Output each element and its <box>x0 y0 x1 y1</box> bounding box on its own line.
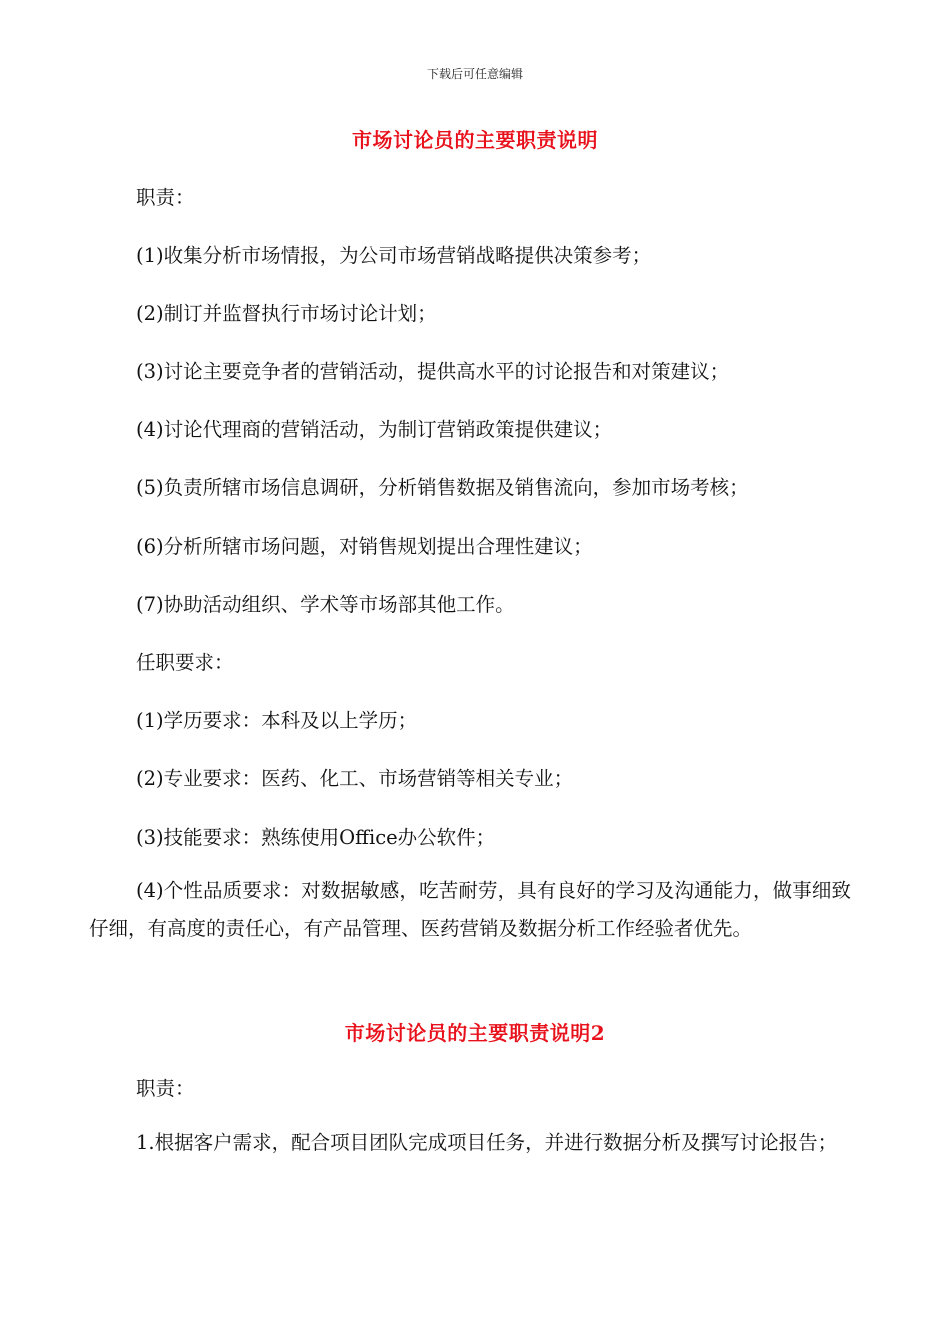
requirement-item: (2)专业要求：医药、化工、市场营销等相关专业； <box>136 767 574 790</box>
section2-duties-label: 职责： <box>136 1077 195 1100</box>
requirement-item: (1)学历要求：本科及以上学历； <box>136 709 418 732</box>
duty-item: (1)收集分析市场情报，为公司市场营销战略提供决策参考； <box>136 244 652 267</box>
requirement-item-multiline: (4)个性品质要求：对数据敏感，吃苦耐劳，具有良好的学习及沟通能力，做事细致仔细，有高度的责任心，有产品管理、医药营销及数据分析工作经验者优先。 <box>89 879 851 940</box>
requirements-label: 任职要求： <box>136 651 234 674</box>
duty-item: (6)分析所辖市场问题，对销售规划提出合理性建议； <box>136 535 593 558</box>
section2-title: 市场讨论员的主要职责说明2 <box>344 1021 606 1045</box>
page-header: 下载后可任意编辑 <box>426 67 523 81</box>
requirement-item: (3)技能要求：熟练使用Office办公软件； <box>136 826 496 849</box>
section1-title: 市场讨论员的主要职责说明 <box>352 128 598 152</box>
duty-item: (7)协助活动组织、学术等市场部其他工作。 <box>136 593 515 616</box>
duty-item: (3)讨论主要竞争者的营销活动，提供高水平的讨论报告和对策建议； <box>136 360 730 383</box>
duty-item-multiline: 1.根据客户需求，配合项目团队完成项目任务，并进行数据分析及撰写讨论报告； <box>136 1131 838 1154</box>
duty-item: (2)制订并监督执行市场讨论计划； <box>136 302 437 325</box>
duty-item: (5)负责所辖市场信息调研，分析销售数据及销售流向，参加市场考核； <box>136 476 749 499</box>
section1-duties-label: 职责： <box>136 186 195 209</box>
duty-item: (4)讨论代理商的营销活动，为制订营销政策提供建议； <box>136 418 613 441</box>
